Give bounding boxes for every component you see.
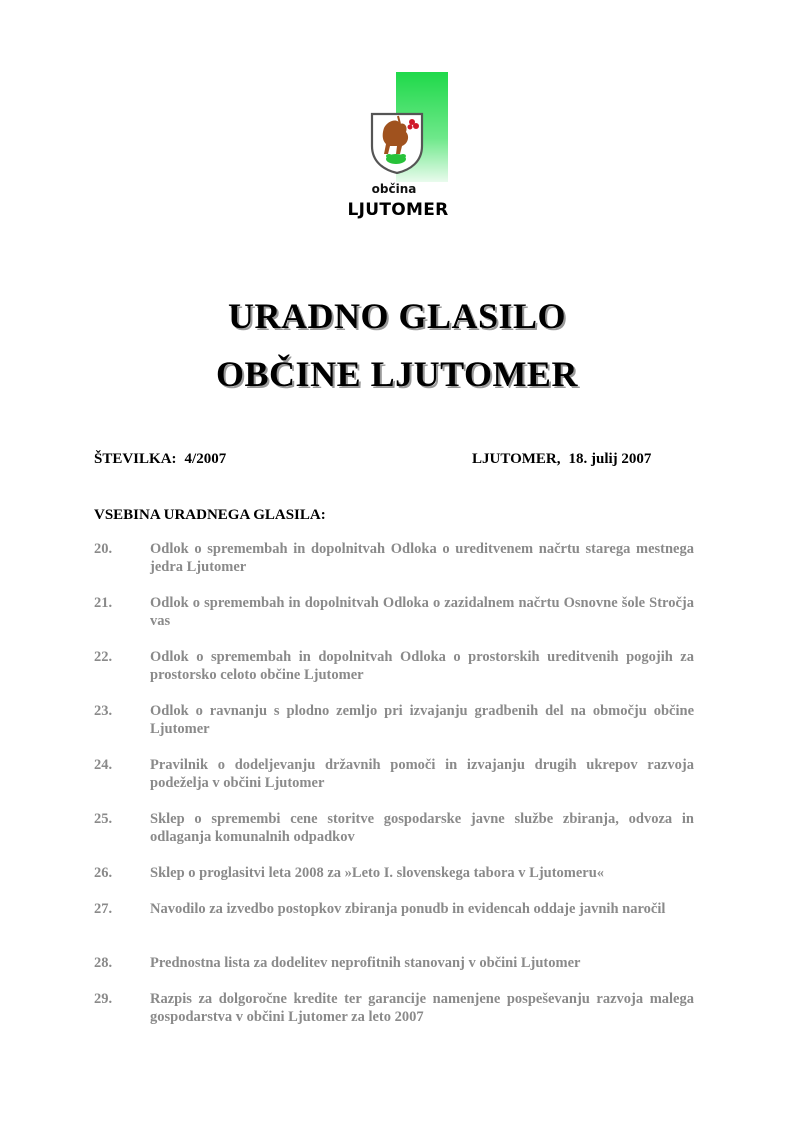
issue-date-value: 18. julij 2007	[568, 451, 652, 467]
contents-heading: VSEBINA URADNEGA GLASILA:	[94, 507, 326, 523]
item-number: 29.	[94, 991, 113, 1007]
logo-name: LJUTOMER	[347, 200, 449, 220]
issue-number	[94, 451, 226, 468]
item-title: Sklep o proglasitvi leta 2008 za »Leto I. slovenskega tabora v Ljutomeru«	[150, 865, 605, 881]
item-number: 25.	[94, 811, 113, 827]
coat-of-arms-icon	[370, 110, 424, 174]
item-title: Prednostna lista za dodelitev neprofitnih stanovanj v občini Ljutomer	[150, 955, 581, 971]
item-number: 22.	[94, 649, 113, 665]
document-title-line-1: URADNO GLASILO	[227, 296, 567, 336]
item-number: 24.	[94, 757, 113, 773]
item-number: 23.	[94, 703, 113, 719]
issue-date	[472, 451, 651, 468]
item-number: 20.	[94, 541, 113, 557]
item-number: 27.	[94, 901, 113, 917]
item-title: Navodilo za izvedbo postopkov zbiranja ponudb in evidencah oddaje javnih naročil	[150, 901, 666, 917]
item-number: 26.	[94, 865, 113, 881]
item-number: 21.	[94, 595, 113, 611]
item-title: Razpis za dolgoročne kredite ter garancije namenjene pospeševanju razvoja malega gospodarstva v občini Ljutomer za leto 2007	[150, 991, 694, 1025]
item-title: Pravilnik o dodeljevanju državnih pomoči in izvajanju drugih ukrepov razvoja podeželja v občini Ljutomer	[150, 757, 694, 791]
issue-number-label: ŠTEVILKA:	[94, 451, 177, 467]
item-title: Odlok o ravnanju s plodno zemljo pri izvajanju gradbenih del na območju občine Ljutomer	[150, 703, 694, 737]
item-title: Sklep o spremembi cene storitve gospodarske javne službe zbiranja, odvoza in odlaganja komunalnih odpadkov	[150, 811, 694, 845]
item-title: Odlok o spremembah in dopolnitvah Odloka o ureditvenem načrtu starega mestnega jedra Ljutomer	[150, 541, 694, 575]
document-title-line-2: OBČINE LJUTOMER	[216, 354, 578, 394]
item-title: Odlok o spremembah in dopolnitvah Odloka o zazidalnem načrtu Osnovne šole Stročja vas	[150, 595, 694, 629]
issue-place: LJUTOMER,	[472, 451, 561, 467]
logo-subtitle: občina	[371, 182, 417, 196]
issue-number-value: 4/2007	[184, 451, 227, 467]
municipality-logo	[340, 72, 452, 222]
item-title: Odlok o spremembah in dopolnitvah Odloka o prostorskih ureditvenih pogojih za prostorsko celoto občine Ljutomer	[150, 649, 694, 683]
item-number: 28.	[94, 955, 113, 971]
